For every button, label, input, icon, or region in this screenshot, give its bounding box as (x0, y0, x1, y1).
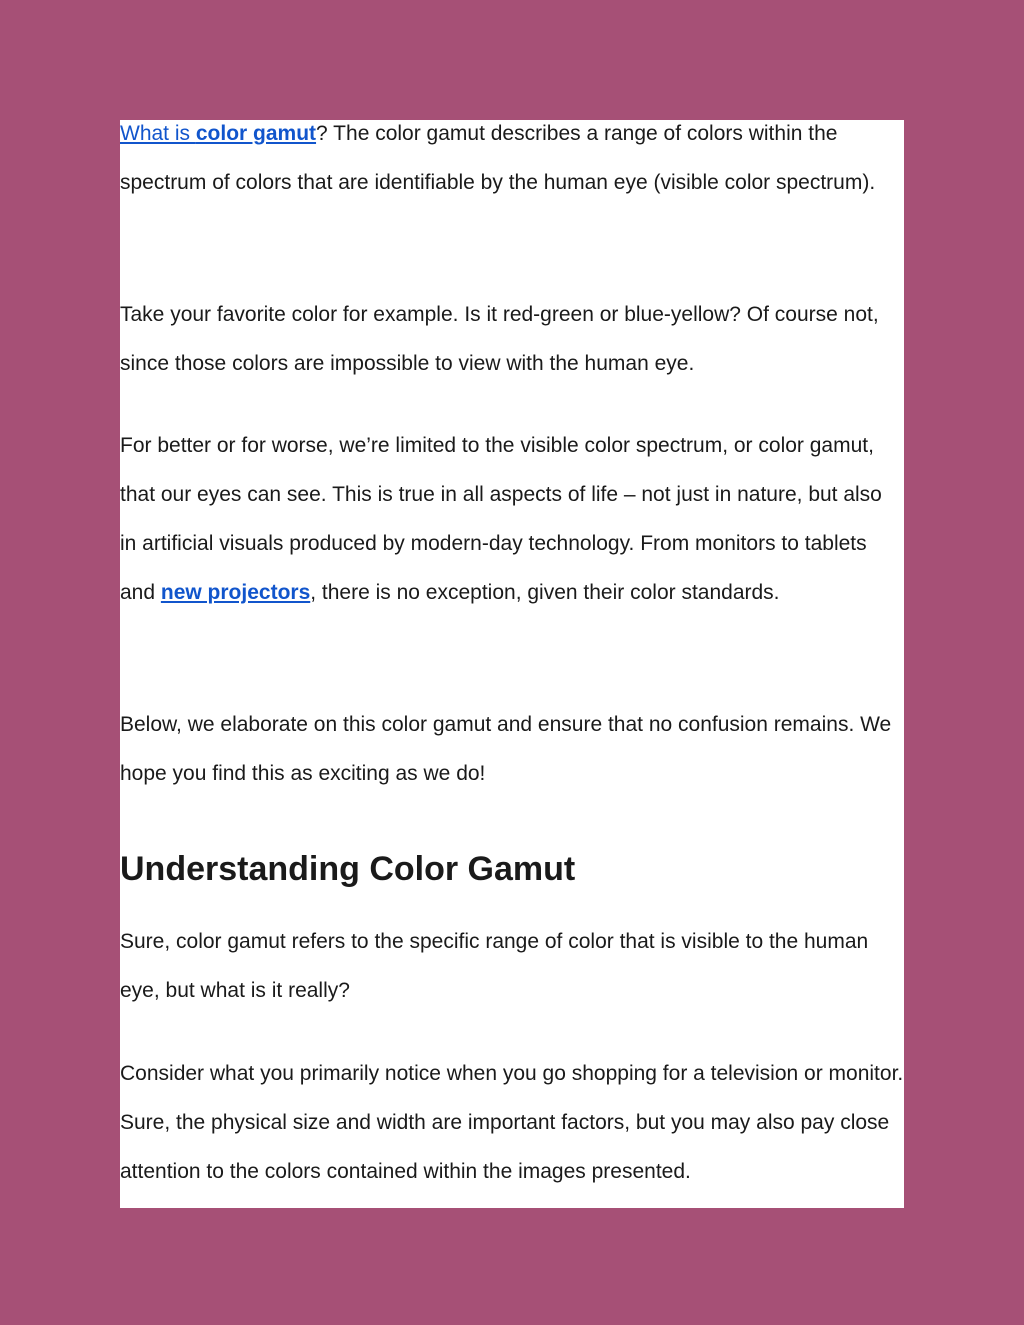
shopping-paragraph: Consider what you primarily notice when you go shopping for a television or monitor. Sure, the physical size and width are important factors, but you may also pay close attention to the colors contained within the images presented. (120, 1062, 904, 1183)
intro-text: ? The color gamut describes a range of colors within the spectrum of colors that are identifiable by the human eye (visible color spectrum). (120, 122, 876, 194)
visible-spectrum-paragraph (120, 421, 904, 617)
visible-spectrum-text: For better or for worse, we’re limited to the visible color spectrum, or color gamut, that our eyes can see. This is true in all aspects of life – not just in nature, but also in artificial visuals produced by modern-day technology. From monitors to tablets and (120, 434, 882, 604)
elaborate-paragraph: Below, we elaborate on this color gamut and ensure that no confusion remains. We hope you find this as exciting as we do! (120, 713, 892, 785)
section-heading: Understanding Color Gamut (120, 850, 576, 888)
intro-paragraph (120, 109, 904, 207)
new-projectors-link[interactable]: new projectors (160, 581, 311, 604)
gamut-definition-paragraph: Sure, color gamut refers to the specific range of color that is visible to the human eye, but what is it really? (120, 930, 869, 1002)
favorite-color-paragraph: Take your favorite color for example. Is it red-green or blue-yellow? Of course not, since those colors are impossible to view with the human eye. (120, 303, 879, 375)
what-is-link[interactable]: What is (120, 122, 196, 145)
color-gamut-link[interactable]: color gamut (195, 122, 317, 145)
visible-spectrum-text-end: , there is no exception, given their color standards. (310, 581, 780, 604)
document-page (120, 120, 904, 1208)
